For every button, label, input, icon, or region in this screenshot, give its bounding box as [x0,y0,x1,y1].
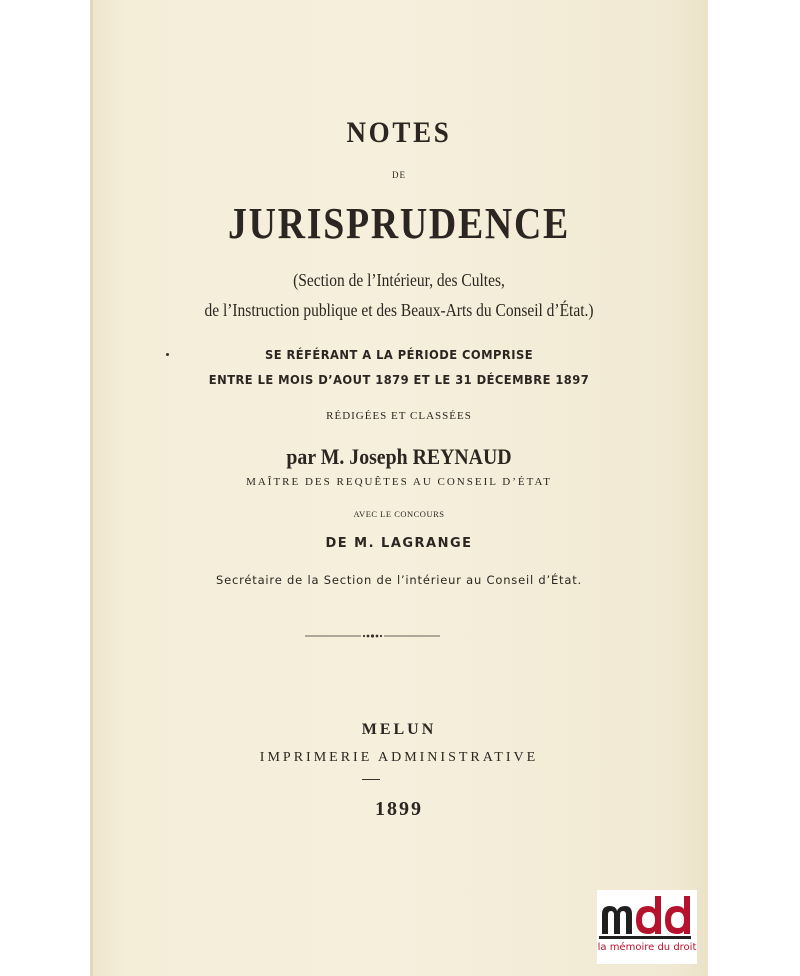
author-title: MAÎTRE DES REQUÊTES AU CONSEIL D’ÉTAT [246,476,552,488]
imprint-year: 1899 [375,798,423,820]
imprint-dash [362,779,380,780]
coauthor-line: DE M. LAGRANGE [325,536,473,551]
section-line-1: (Section de l’Intérieur, des Cultes, [293,270,505,290]
reference-line-1: SE RÉFÉRANT A LA PÉRIODE COMPRISE [264,347,534,362]
title-jurisprudence: JURISPRUDENCE [228,199,570,248]
ornament-divider [305,633,440,639]
title-de: DE [392,170,406,180]
page-gutter [90,0,93,976]
logo-tagline: la mémoire du droit [597,942,697,953]
redigees-line: RÉDIGÉES ET CLASSÉES [326,410,472,422]
reference-line-2: ENTRE LE MOIS D’AOUT 1879 ET LE 31 DÉCEMBRE 1897 [208,372,590,387]
imprint-city: MELUN [361,721,437,738]
section-line-2: de l’Instruction publique et des Beaux-Arts du Conseil d’État.) [204,300,594,320]
author-line: par M. Joseph REYNAUD [286,444,512,469]
avec-concours: AVEC LE CONCOURS [353,509,445,519]
mdd-logo[interactable] [597,890,697,964]
coauthor-title: Secrétaire de la Section de l’intérieur au Conseil d’État. [216,573,582,587]
mdd-logo-icon [599,894,695,936]
title-notes: NOTES [346,116,452,149]
logo-underline [599,936,691,939]
imprint-publisher: IMPRIMERIE ADMINISTRATIVE [259,750,539,765]
